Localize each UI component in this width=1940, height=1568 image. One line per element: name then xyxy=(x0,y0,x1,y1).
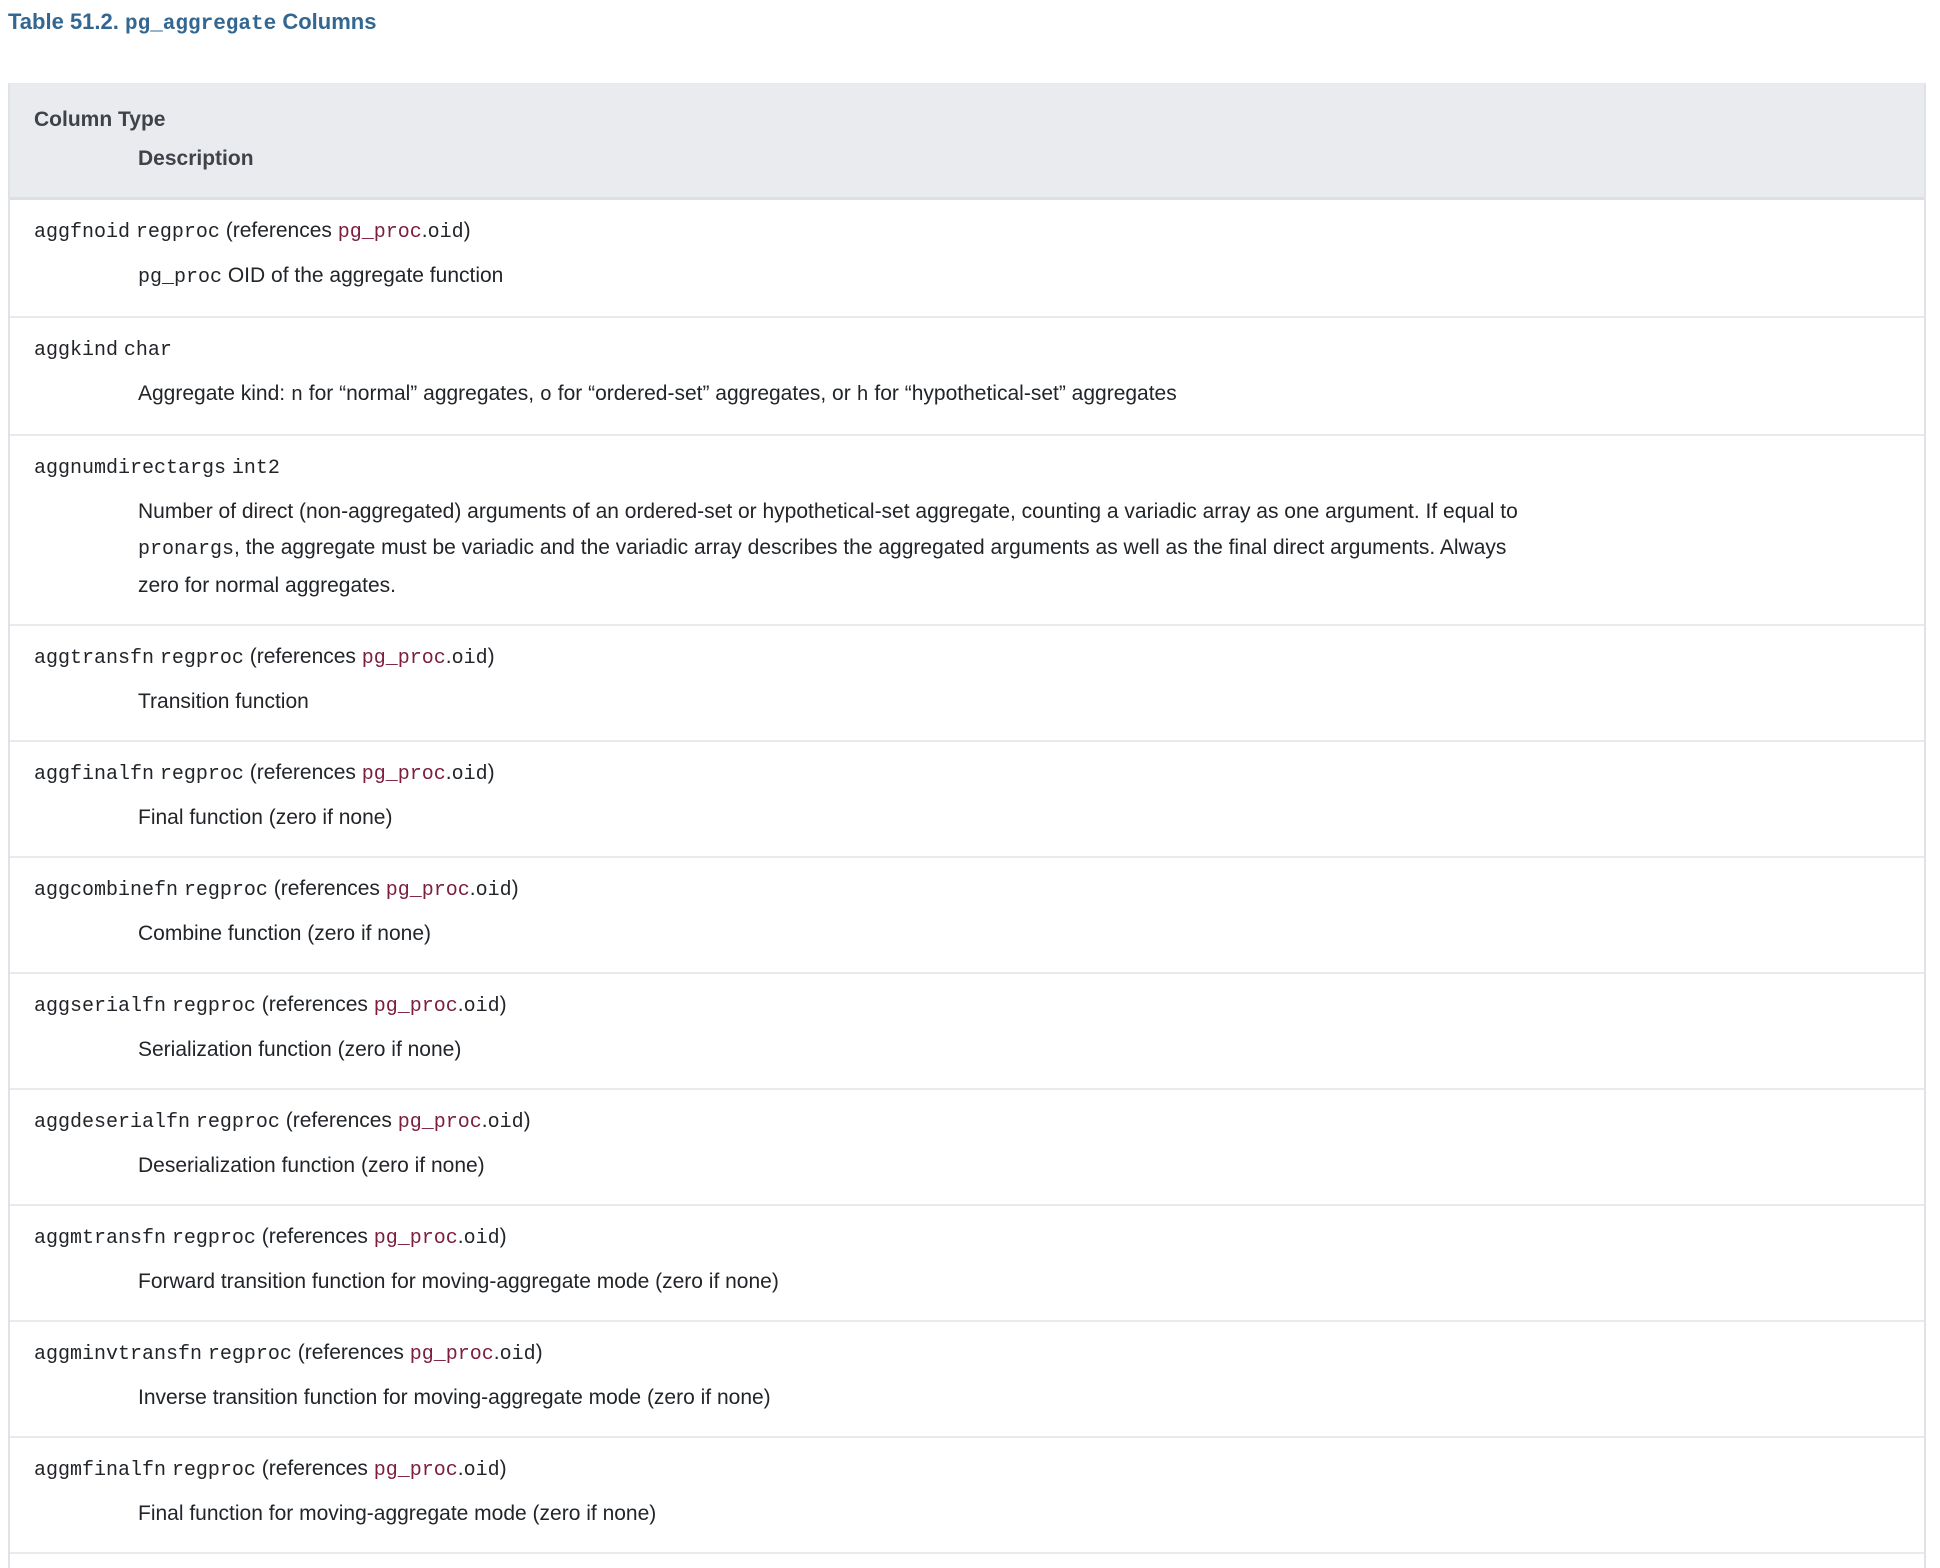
references-close-text: ) xyxy=(511,877,519,900)
description-text: for “hypothetical-set” aggregates xyxy=(868,382,1177,405)
pg-proc-link[interactable] xyxy=(338,219,422,242)
table-row xyxy=(10,1206,1924,1322)
references-dot-text: . xyxy=(481,1109,488,1132)
referenced-column-code: oid xyxy=(451,647,488,670)
table-row xyxy=(10,1438,1924,1554)
references-close-text: ) xyxy=(487,761,495,784)
column-name-code: aggnumdirectargs xyxy=(34,457,227,480)
references-open-text: (references xyxy=(255,993,374,1016)
inline-code: n xyxy=(290,384,303,407)
description-text: Combine function (zero if none) xyxy=(138,922,431,945)
pg-proc-link[interactable] xyxy=(374,1225,458,1248)
column-name-code: aggfnoid xyxy=(34,221,131,244)
column-description xyxy=(34,684,1524,720)
referenced-column-code: oid xyxy=(463,1459,500,1482)
description-text: OID of the aggregate function xyxy=(222,264,504,287)
table-header xyxy=(10,84,1924,200)
column-description xyxy=(34,1264,1524,1300)
table-row xyxy=(10,318,1924,436)
references-open-text: (references xyxy=(219,219,338,242)
column-type-code: regproc xyxy=(171,1459,256,1482)
description-header: Description xyxy=(138,147,254,170)
description-text: , the aggregate must be variadic and the variadic array describes the aggregated arguments as well as the final direct arguments. Always zero for normal aggregates. xyxy=(138,536,1507,597)
column-definition xyxy=(34,1107,1900,1137)
column-name-code: aggmfinalfn xyxy=(34,1459,167,1482)
referenced-table-code: pg_proc xyxy=(409,1343,494,1366)
inline-code: o xyxy=(539,384,552,407)
table-row xyxy=(10,1090,1924,1206)
column-description xyxy=(34,800,1524,836)
description-text: for “ordered-set” aggregates, or xyxy=(551,382,857,405)
column-definition xyxy=(34,643,1900,673)
referenced-table-code: pg_proc xyxy=(385,879,470,902)
column-description xyxy=(34,1496,1524,1532)
column-definition xyxy=(34,759,1900,789)
referenced-table-code: pg_proc xyxy=(337,221,422,244)
table-body xyxy=(10,200,1924,1554)
references-close-text: ) xyxy=(499,993,507,1016)
references-close-text: ) xyxy=(487,645,495,668)
references-close-text: ) xyxy=(463,219,471,242)
pg-proc-link[interactable] xyxy=(362,645,446,668)
referenced-table-code: pg_proc xyxy=(373,995,458,1018)
references-dot-text: . xyxy=(493,1341,500,1364)
column-definition xyxy=(34,217,1900,247)
table-row xyxy=(10,858,1924,974)
inline-code: pronargs xyxy=(138,538,235,561)
column-type-code: regproc xyxy=(195,1111,280,1134)
column-description xyxy=(34,258,1524,296)
references-close-text: ) xyxy=(523,1109,531,1132)
column-name-code: aggminvtransfn xyxy=(34,1343,203,1366)
references-open-text: (references xyxy=(291,1341,410,1364)
column-description xyxy=(34,494,1524,604)
references-open-text: (references xyxy=(267,877,386,900)
column-type-code: int2 xyxy=(231,457,280,480)
referenced-table-code: pg_proc xyxy=(361,647,446,670)
column-name-code: aggfinalfn xyxy=(34,763,155,786)
column-definition xyxy=(34,335,1900,365)
column-description xyxy=(34,1148,1524,1184)
description-text: for “normal” aggregates, xyxy=(302,382,540,405)
column-definition xyxy=(34,453,1900,483)
column-definition xyxy=(34,991,1900,1021)
references-close-text: ) xyxy=(499,1225,507,1248)
title-table-name-code: pg_aggregate xyxy=(124,13,277,36)
column-type-code: regproc xyxy=(159,763,244,786)
description-text: Final function (zero if none) xyxy=(138,806,393,829)
description-text: Aggregate kind: xyxy=(138,382,291,405)
pg-proc-link[interactable] xyxy=(410,1341,494,1364)
table-row xyxy=(10,626,1924,742)
description-text: Inverse transition function for moving-aggregate mode (zero if none) xyxy=(138,1386,771,1409)
column-name-code: aggmtransfn xyxy=(34,1227,167,1250)
references-dot-text: . xyxy=(421,219,428,242)
referenced-table-code: pg_proc xyxy=(397,1111,482,1134)
references-open-text: (references xyxy=(279,1109,398,1132)
table-row xyxy=(10,1322,1924,1438)
column-name-code: aggserialfn xyxy=(34,995,167,1018)
references-dot-text: . xyxy=(457,1225,464,1248)
references-dot-text: . xyxy=(457,1457,464,1480)
column-type-code: char xyxy=(123,339,172,362)
pg-proc-link[interactable] xyxy=(374,1457,458,1480)
column-type-header: Column Type xyxy=(34,108,166,131)
referenced-column-code: oid xyxy=(463,1227,500,1250)
description-text: Final function for moving-aggregate mode (zero if none) xyxy=(138,1502,657,1525)
column-definition xyxy=(34,875,1900,905)
references-open-text: (references xyxy=(243,645,362,668)
description-text: Number of direct (non-aggregated) arguments of an ordered-set or hypothetical-set aggregate, counting a variadic array as one argument. If equal to xyxy=(138,500,1518,523)
table-row xyxy=(10,974,1924,1090)
column-name-code: aggdeserialfn xyxy=(34,1111,191,1134)
referenced-table-code: pg_proc xyxy=(373,1459,458,1482)
column-type-code: regproc xyxy=(171,995,256,1018)
description-text: Forward transition function for moving-aggregate mode (zero if none) xyxy=(138,1270,779,1293)
table-row xyxy=(10,742,1924,858)
page-title xyxy=(8,8,1926,39)
description-text: Serialization function (zero if none) xyxy=(138,1038,462,1061)
pg-aggregate-columns-table xyxy=(8,83,1926,1568)
references-open-text: (references xyxy=(255,1457,374,1480)
column-type-code: regproc xyxy=(159,647,244,670)
column-type-code: regproc xyxy=(207,1343,292,1366)
pg-proc-link[interactable] xyxy=(398,1109,482,1132)
references-dot-text: . xyxy=(469,877,476,900)
column-name-code: aggtransfn xyxy=(34,647,155,670)
inline-code: h xyxy=(856,384,869,407)
references-dot-text: . xyxy=(457,993,464,1016)
references-dot-text: . xyxy=(445,645,452,668)
column-type-code: regproc xyxy=(171,1227,256,1250)
pg-proc-link[interactable] xyxy=(386,877,470,900)
partial-next-row xyxy=(10,1554,1924,1568)
pg-proc-link[interactable] xyxy=(362,761,446,784)
title-suffix: Columns xyxy=(276,9,377,34)
column-description xyxy=(34,1032,1524,1068)
column-type-code: regproc xyxy=(183,879,268,902)
referenced-column-code: oid xyxy=(487,1111,524,1134)
description-text: Deserialization function (zero if none) xyxy=(138,1154,485,1177)
referenced-column-code: oid xyxy=(463,995,500,1018)
inline-code: pg_proc xyxy=(138,266,223,289)
column-definition xyxy=(34,1223,1900,1253)
column-definition xyxy=(34,1455,1900,1485)
referenced-table-code: pg_proc xyxy=(373,1227,458,1250)
column-description xyxy=(34,1380,1524,1416)
table-row xyxy=(10,200,1924,318)
pg-proc-link[interactable] xyxy=(374,993,458,1016)
referenced-column-code: oid xyxy=(499,1343,536,1366)
references-dot-text: . xyxy=(445,761,452,784)
referenced-column-code: oid xyxy=(475,879,512,902)
referenced-column-code: oid xyxy=(427,221,464,244)
referenced-column-code: oid xyxy=(451,763,488,786)
column-name-code: aggkind xyxy=(34,339,119,362)
table-row xyxy=(10,436,1924,626)
description-text: Transition function xyxy=(138,690,309,713)
column-name-code: aggcombinefn xyxy=(34,879,179,902)
references-open-text: (references xyxy=(243,761,362,784)
column-description xyxy=(34,376,1524,414)
references-open-text: (references xyxy=(255,1225,374,1248)
references-close-text: ) xyxy=(499,1457,507,1480)
column-definition xyxy=(34,1339,1900,1369)
column-type-code: regproc xyxy=(135,221,220,244)
column-description xyxy=(34,916,1524,952)
title-prefix: Table 51.2. xyxy=(8,9,125,34)
referenced-table-code: pg_proc xyxy=(361,763,446,786)
references-close-text: ) xyxy=(535,1341,543,1364)
